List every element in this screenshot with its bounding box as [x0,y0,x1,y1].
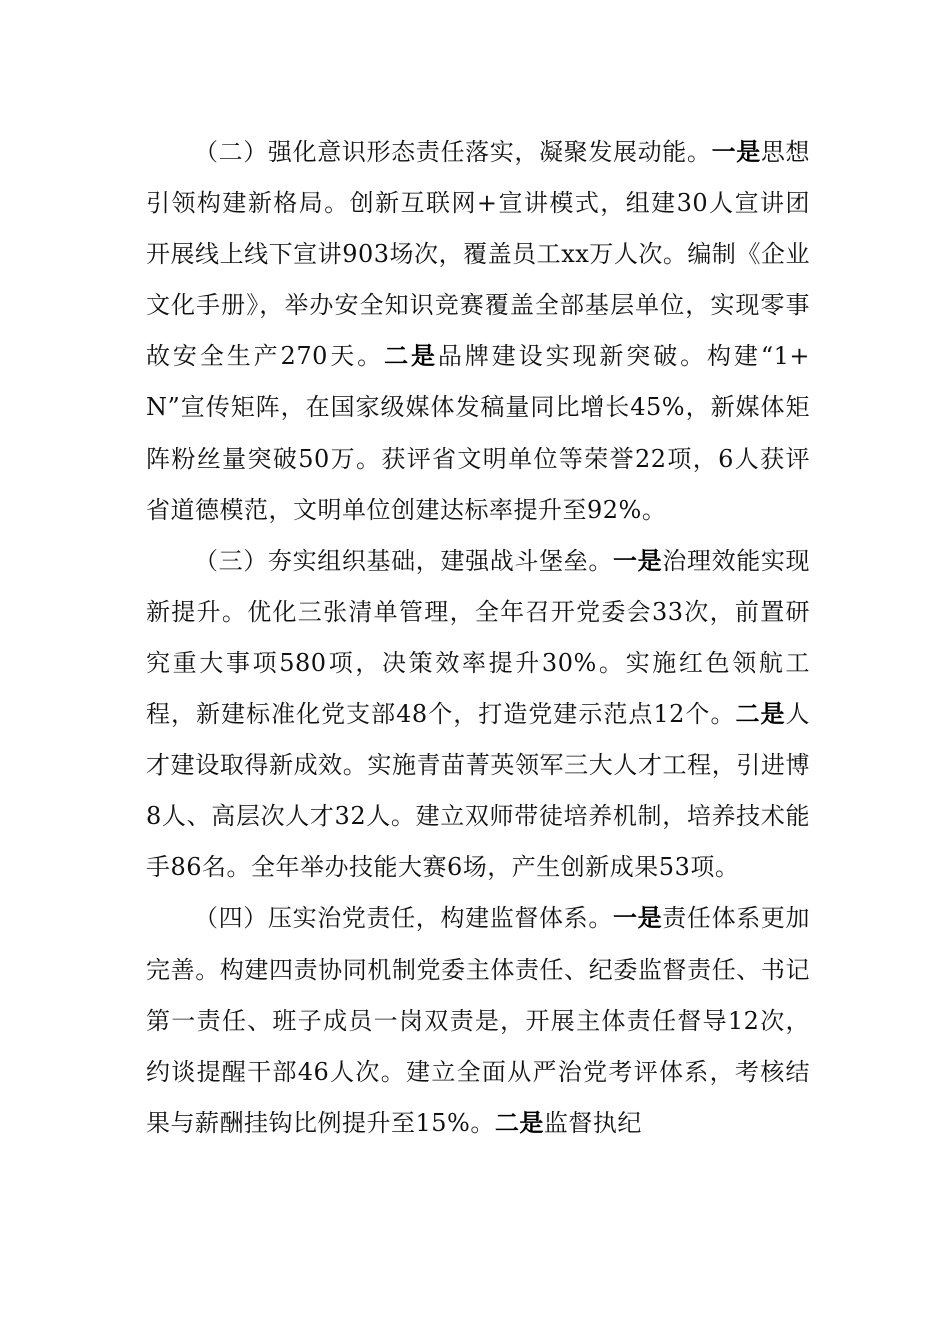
bold-marker-first: 一是 [711,138,761,166]
document-body [146,127,810,1149]
paragraph-text: 思想引领构建新格局。创新互联网+宣讲模式，组建30人宣讲团开展线上线下宣讲903场次，覆盖员工xx万人次。编制《企业文化手册》，举办安全知识竞赛覆盖全部基层单位，实现零事故安全生产270天。 [146,138,811,371]
bold-marker-first: 一是 [612,904,663,933]
paragraph-ideology [146,127,810,536]
paragraph-text: 责任体系更加完善。构建四责协同机制党委主体责任、纪委监督责任、书记第一责任、班子成员一岗双责是，开展主体责任督导12次，约谈提醒干部46人次。建立全面从严治党考评体系，考核结果与薪酬挂钩比例提升至15%。 [146,904,811,1137]
paragraph-text: 品牌建设实现新突破。构建“1+N”宣传矩阵，在国家级媒体发稿量同比增长45%，新媒体矩阵粉丝量突破50万。获评省文明单位等荣誉22项，6人获评省道德模范，文明单位创建达标率提升至92%。 [146,342,810,524]
paragraph-heading: （四）压实治党责任，构建监督体系。 [194,904,613,933]
bold-marker-second: 二是 [494,1108,544,1137]
bold-marker-second: 二是 [384,342,438,371]
paragraph-supervision [146,893,810,1148]
paragraph-heading: （二）强化意识形态责任落实，凝聚发展动能。 [194,138,712,166]
paragraph-organization [146,536,810,894]
paragraph-text: 人才建设取得新成效。实施青苗菁英领军三大人才工程，引进博8人、高层次人才32人。建立双师带徒培养机制，培养技术能手86名。全年举办技能大赛6场，产生创新成果53项。 [146,700,811,882]
bold-marker-second: 二是 [735,700,786,729]
paragraph-heading: （三）夯实组织基础，建强战斗堡垒。 [194,546,613,575]
paragraph-text: 监督执纪 [543,1108,642,1137]
bold-marker-first: 一是 [612,546,663,575]
paragraph-text: 治理效能实现新提升。优化三张清单管理，全年召开党委会33次，前置研究重大事项580项，决策效率提升30%。实施红色领航工程，新建标准化党支部48个，打造党建示范点12个。 [146,546,811,729]
